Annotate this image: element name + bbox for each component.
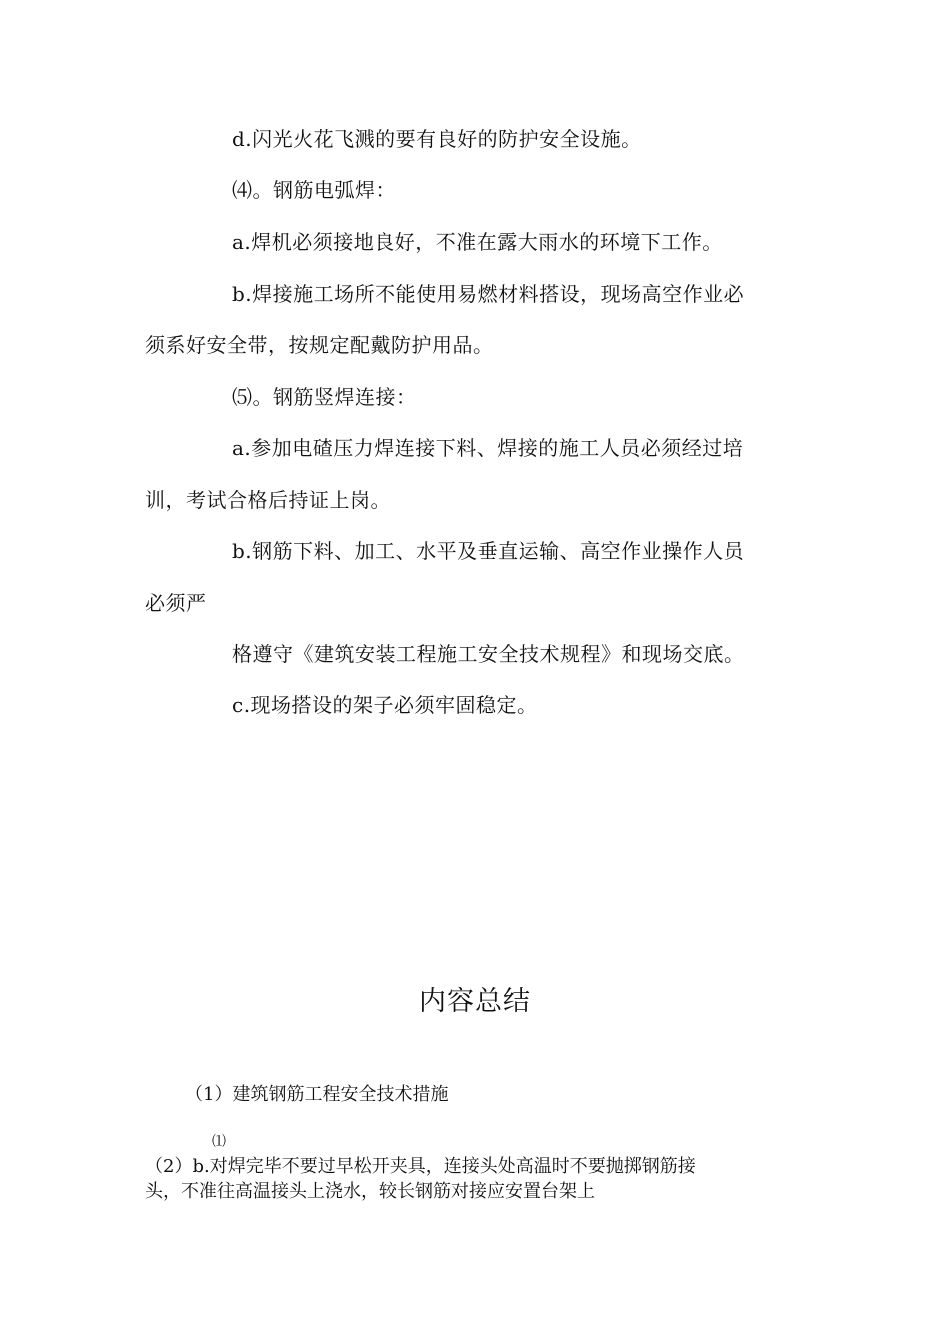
paragraph-training-line2: 训，考试合格后持证上岗。 [145,488,391,512]
paragraph-training-line1: a.参加电碴压力焊连接下料、焊接的施工人员必须经过培 [232,436,744,460]
summary-item-1: （1）建筑钢筋工程安全技术措施 [185,1084,449,1105]
summary-item-2-line2: 头，不准往高温接头上浇水，较长钢筋对接应安置台架上 [145,1181,595,1202]
summary-title: 内容总结 [419,986,531,1017]
paragraph-flash-sparks: d.闪光火花飞溅的要有良好的防护安全设施。 [232,127,642,151]
heading-vertical-welding: ⑸。钢筋竖焊连接： [232,385,417,409]
paragraph-operators-line1: b.钢筋下料、加工、水平及垂直运输、高空作业操作人员 [232,539,745,563]
heading-arc-welding: ⑷。钢筋电弧焊： [232,178,396,202]
paragraph-regulations: 格遵守《建筑安装工程施工安全技术规程》和现场交底。 [232,642,745,666]
paragraph-scaffolding: c.现场搭设的架子必须牢固稳定。 [232,693,538,717]
paragraph-operators-line2: 必须严 [145,591,207,615]
paragraph-grounding: a.焊机必须接地良好，不准在露大雨水的环境下工作。 [232,230,723,254]
summary-marker: ⑴ [212,1134,226,1150]
summary-item-2-line1: （2）b.对焊完毕不要过早松开夹具，连接头处高温时不要抛掷钢筋接 [145,1156,696,1177]
paragraph-site-materials-line1: b.焊接施工场所不能使用易燃材料搭设，现场高空作业必 [232,282,745,306]
paragraph-site-materials-line2: 须系好安全带，按规定配戴防护用品。 [145,333,494,357]
